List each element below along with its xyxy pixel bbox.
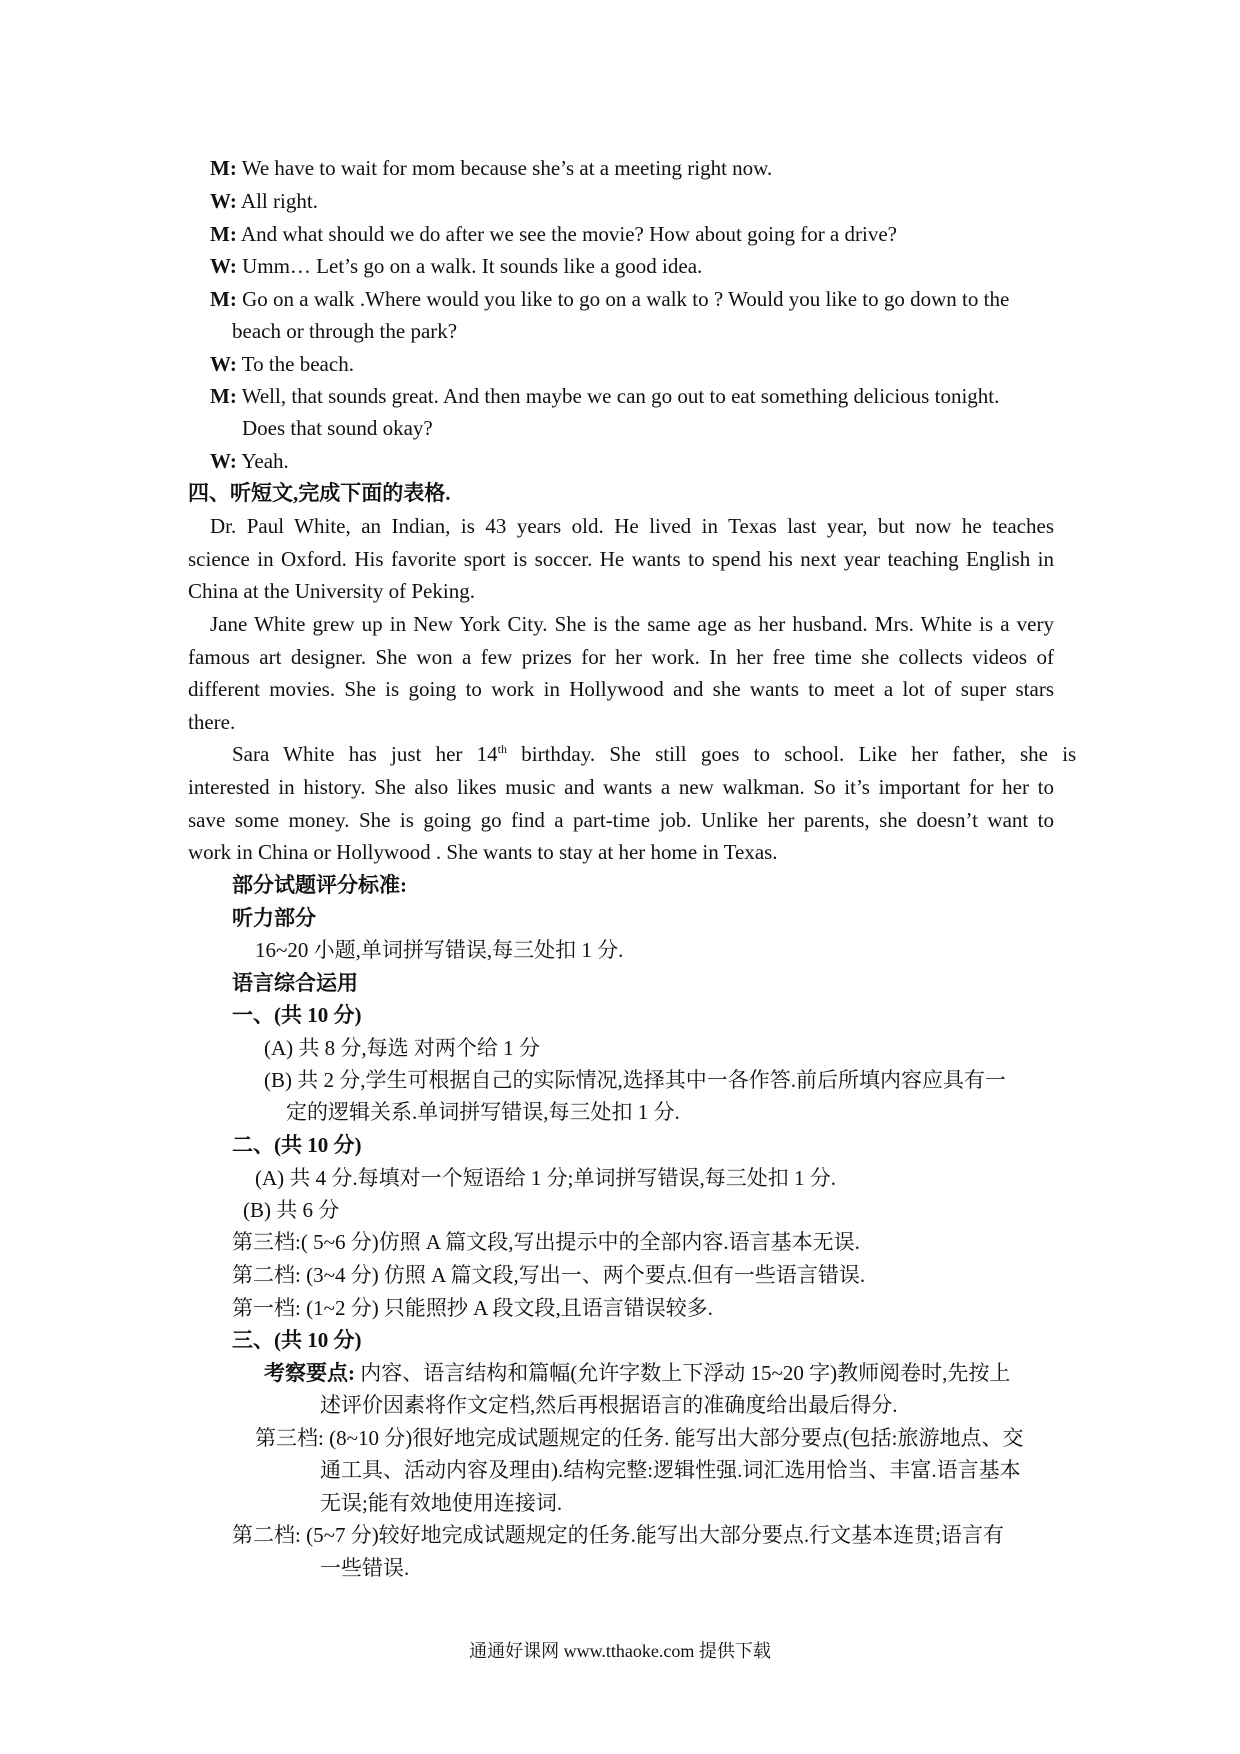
scoring-rule: (B) 共 2 分,学生可根据自己的实际情况,选择其中一各作答.前后所填内容应具有一 — [264, 1068, 1006, 1092]
scoring-tier: 第一档: (1~2 分) 只能照抄 A 段文段,且语言错误较多. — [232, 1296, 713, 1320]
speaker-label: M: — [210, 384, 237, 408]
speaker-label: M: — [210, 287, 237, 311]
passage-line: Dr. Paul White, an Indian, is 43 years old. He lived in Texas last year, but now he teaches — [210, 514, 1054, 538]
scoring-tier: 第二档: (5~7 分)较好地完成试题规定的任务.能写出大部分要点.行文基本连贯;语言有 — [232, 1523, 1005, 1547]
scoring-rule: (A) 共 4 分.每填对一个短语给 1 分;单词拼写错误,每三处扣 1 分. — [255, 1166, 836, 1190]
dialogue-text: All right. — [236, 189, 318, 213]
dialogue-line — [210, 352, 354, 376]
scoring-tier: 第三档: (8~10 分)很好地完成试题规定的任务. 能写出大部分要点(包括:旅游地点、交 — [255, 1426, 1024, 1450]
dialogue-line — [210, 222, 897, 246]
passage-line — [232, 742, 1077, 766]
scoring-tier: 第二档: (3~4 分) 仿照 A 篇文段,写出一、两个要点.但有一些语言错误. — [232, 1263, 866, 1287]
language-heading: 语言综合运用 — [232, 971, 358, 995]
part-heading: 三、(共 10 分) — [232, 1328, 362, 1352]
passage-line: science in Oxford. His favorite sport is soccer. He wants to spend his next year teaching English in — [188, 547, 1054, 571]
dialogue-continuation: beach or through the park? — [232, 319, 458, 343]
scoring-tier: 一些错误. — [320, 1556, 410, 1580]
dialogue-text: Well, that sounds great. And then maybe we can go out to eat something delicious tonight. — [236, 384, 1000, 408]
passage-text: birthday. She still goes to school. Like her father, she is — [507, 742, 1077, 766]
scoring-rule — [264, 1361, 1010, 1385]
speaker-label: M: — [210, 222, 237, 246]
scoring-tier: 通工具、活动内容及理由).结构完整:逻辑性强.词汇选用恰当、丰富.语言基本 — [320, 1458, 1021, 1482]
scoring-rule: (A) 共 8 分,每选 对两个给 1 分 — [264, 1036, 540, 1060]
dialogue-line — [210, 449, 289, 473]
passage-line: Jane White grew up in New York City. She is the same age as her husband. Mrs. White is a very — [210, 612, 1054, 636]
speaker-label: M: — [210, 156, 237, 180]
scoring-rule: (B) 共 6 分 — [243, 1198, 340, 1222]
speaker-label: W: — [210, 189, 237, 213]
speaker-label: W: — [210, 352, 237, 376]
passage-line: there. — [188, 710, 236, 734]
passage-line: interested in history. She also likes music and wants a new walkman. So it’s important for her to — [188, 775, 1054, 799]
dialogue-text: To the beach. — [236, 352, 354, 376]
key-points-text: 内容、语言结构和篇幅(允许字数上下浮动 15~20 字)教师阅卷时,先按上 — [355, 1361, 1011, 1385]
passage-line: save some money. She is going go find a part-time job. Unlike her parents, she doesn’t want to — [188, 808, 1054, 832]
dialogue-line — [210, 189, 318, 213]
scoring-title: 部分试题评分标准: — [232, 873, 407, 897]
speaker-label: W: — [210, 449, 237, 473]
dialogue-text: And what should we do after we see the movie? How about going for a drive? — [236, 222, 897, 246]
ordinal-suffix: th — [497, 742, 507, 756]
key-points-label: 考察要点: — [264, 1361, 355, 1385]
dialogue-line — [210, 254, 702, 278]
dialogue-line — [210, 287, 1009, 311]
passage-line: work in China or Hollywood . She wants to stay at her home in Texas. — [188, 840, 778, 864]
dialogue-text: We have to wait for mom because she’s at a meeting right now. — [236, 156, 773, 180]
listening-heading: 听力部分 — [232, 906, 316, 930]
passage-line: different movies. She is going to work in Hollywood and she wants to meet a lot of super stars — [188, 677, 1054, 701]
dialogue-text: Umm… Let’s go on a walk. It sounds like a good idea. — [236, 254, 703, 278]
part-heading: 二、(共 10 分) — [232, 1133, 362, 1157]
part-heading: 一、(共 10 分) — [232, 1003, 362, 1027]
passage-line: famous art designer. She won a few prizes for her work. In her free time she collects videos of — [188, 645, 1054, 669]
scoring-rule: 定的逻辑关系.单词拼写错误,每三处扣 1 分. — [286, 1100, 680, 1124]
section-heading: 四、听短文,完成下面的表格. — [188, 481, 451, 505]
dialogue-continuation: Does that sound okay? — [242, 416, 433, 440]
passage-text: Sara White has just her 14 — [232, 742, 498, 766]
dialogue-line — [210, 384, 999, 408]
passage-line: China at the University of Peking. — [188, 579, 475, 603]
page-footer: 通通好课网 www.tthaoke.com 提供下载 — [469, 1641, 771, 1661]
scoring-tier: 第三档:( 5~6 分)仿照 A 篇文段,写出提示中的全部内容.语言基本无误. — [232, 1230, 860, 1254]
scoring-tier: 无误;能有效地使用连接词. — [320, 1491, 563, 1515]
dialogue-text: Go on a walk .Where would you like to go on a walk to ? Would you like to go down to the — [236, 287, 1010, 311]
scoring-rule: 述评价因素将作文定档,然后再根据语言的准确度给出最后得分. — [320, 1393, 898, 1417]
speaker-label: W: — [210, 254, 237, 278]
dialogue-text: Yeah. — [236, 449, 289, 473]
listening-note: 16~20 小题,单词拼写错误,每三处扣 1 分. — [255, 938, 624, 962]
dialogue-line — [210, 156, 772, 180]
